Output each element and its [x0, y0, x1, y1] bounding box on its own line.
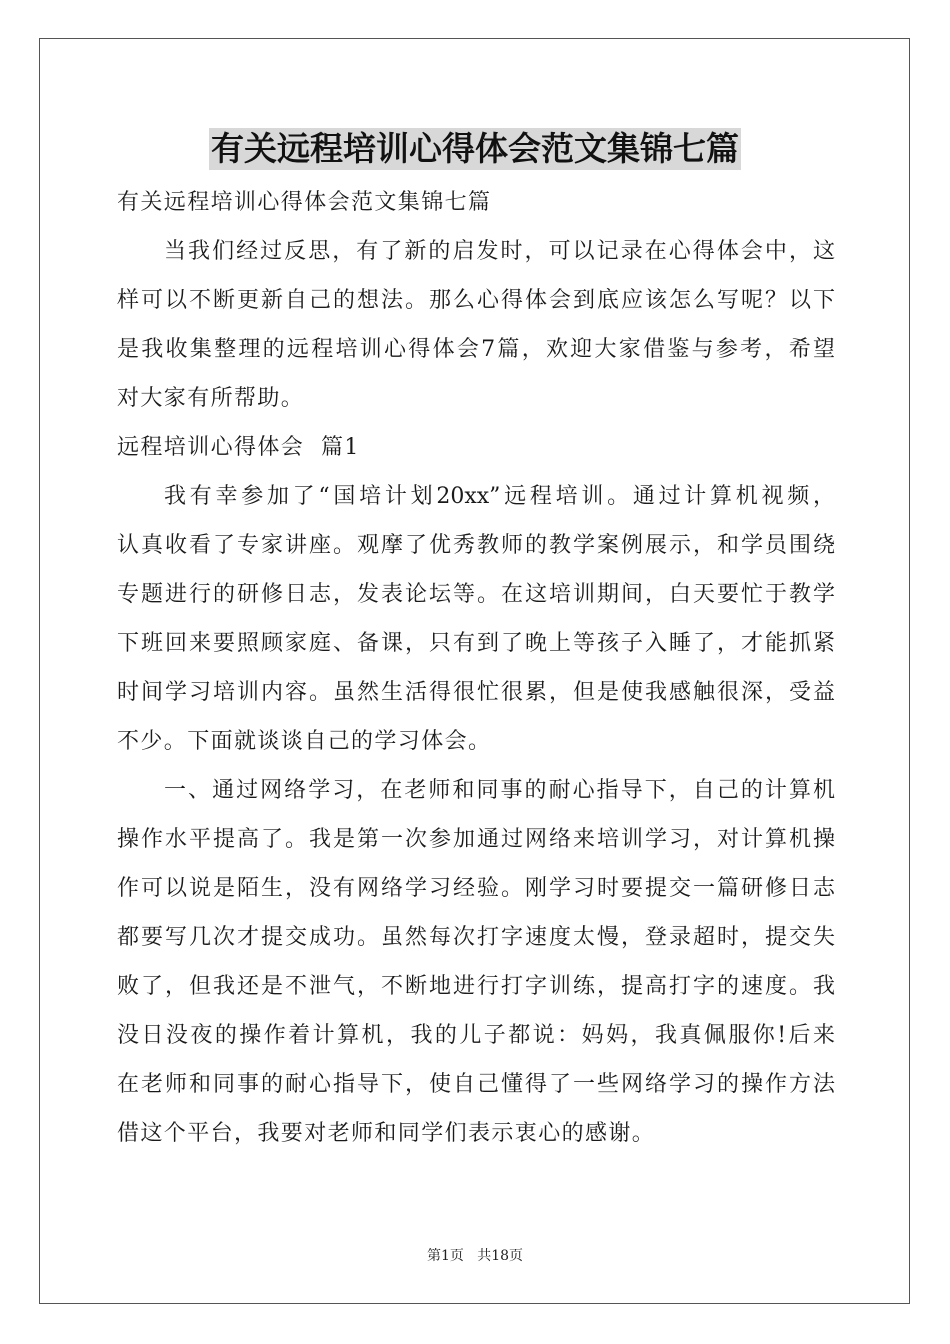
- paragraph-line: 认真收看了专家讲座。观摩了优秀教师的教学案例展示，和学员围绕: [117, 533, 835, 558]
- paragraph-line: 下班回来要照顾家庭、备课，只有到了晚上等孩子入睡了，才能抓紧: [117, 631, 835, 656]
- title-container: [0, 128, 950, 170]
- paragraph-line: 都要写几次才提交成功。虽然每次打字速度太慢，登录超时，提交失: [117, 925, 835, 950]
- paragraph-line: 没日没夜的操作着计算机，我的儿子都说：妈妈，我真佩服你!后来: [117, 1023, 835, 1048]
- paragraph-line: 专题进行的研修日志，发表论坛等。在这培训期间，白天要忙于教学: [117, 582, 835, 607]
- paragraph-line: 操作水平提高了。我是第一次参加通过网络来培训学习，对计算机操: [117, 827, 835, 852]
- intro-line: 样可以不断更新自己的想法。那么心得体会到底应该怎么写呢？以下: [117, 288, 835, 313]
- paragraph-line: 败了，但我还是不泄气，不断地进行打字训练，提高打字的速度。我: [117, 974, 835, 999]
- paragraph-line: 一、通过网络学习，在老师和同事的耐心指导下，自己的计算机: [164, 778, 835, 803]
- paragraph-line: 作可以说是陌生，没有网络学习经验。刚学习时要提交一篇研修日志: [117, 876, 835, 901]
- section-heading: 远程培训心得体会 篇1: [117, 435, 360, 460]
- document-body: [117, 178, 835, 1158]
- intro-line: 对大家有所帮助。: [117, 386, 305, 411]
- page-footer: 第1页 共18页: [426, 1248, 524, 1264]
- paragraph-line: 我有幸参加了“国培计划20xx”远程培训。通过计算机视频，: [164, 484, 835, 509]
- intro-line: 当我们经过反思，有了新的启发时，可以记录在心得体会中，这: [164, 239, 835, 264]
- paragraph-line: 不少。下面就谈谈自己的学习体会。: [117, 729, 492, 754]
- paragraph-line: 借这个平台，我要对老师和同学们表示衷心的感谢。: [117, 1121, 656, 1146]
- paragraph-line: 时间学习培训内容。虽然生活得很忙很累，但是使我感触很深，受益: [117, 680, 835, 705]
- document-title: 有关远程培训心得体会范文集锦七篇: [211, 129, 739, 168]
- document-subtitle: 有关远程培训心得体会范文集锦七篇: [117, 190, 492, 215]
- intro-line: 是我收集整理的远程培训心得体会7篇，欢迎大家借鉴与参考，希望: [117, 337, 835, 362]
- paragraph-line: 在老师和同事的耐心指导下，使自己懂得了一些网络学习的操作方法: [117, 1072, 835, 1097]
